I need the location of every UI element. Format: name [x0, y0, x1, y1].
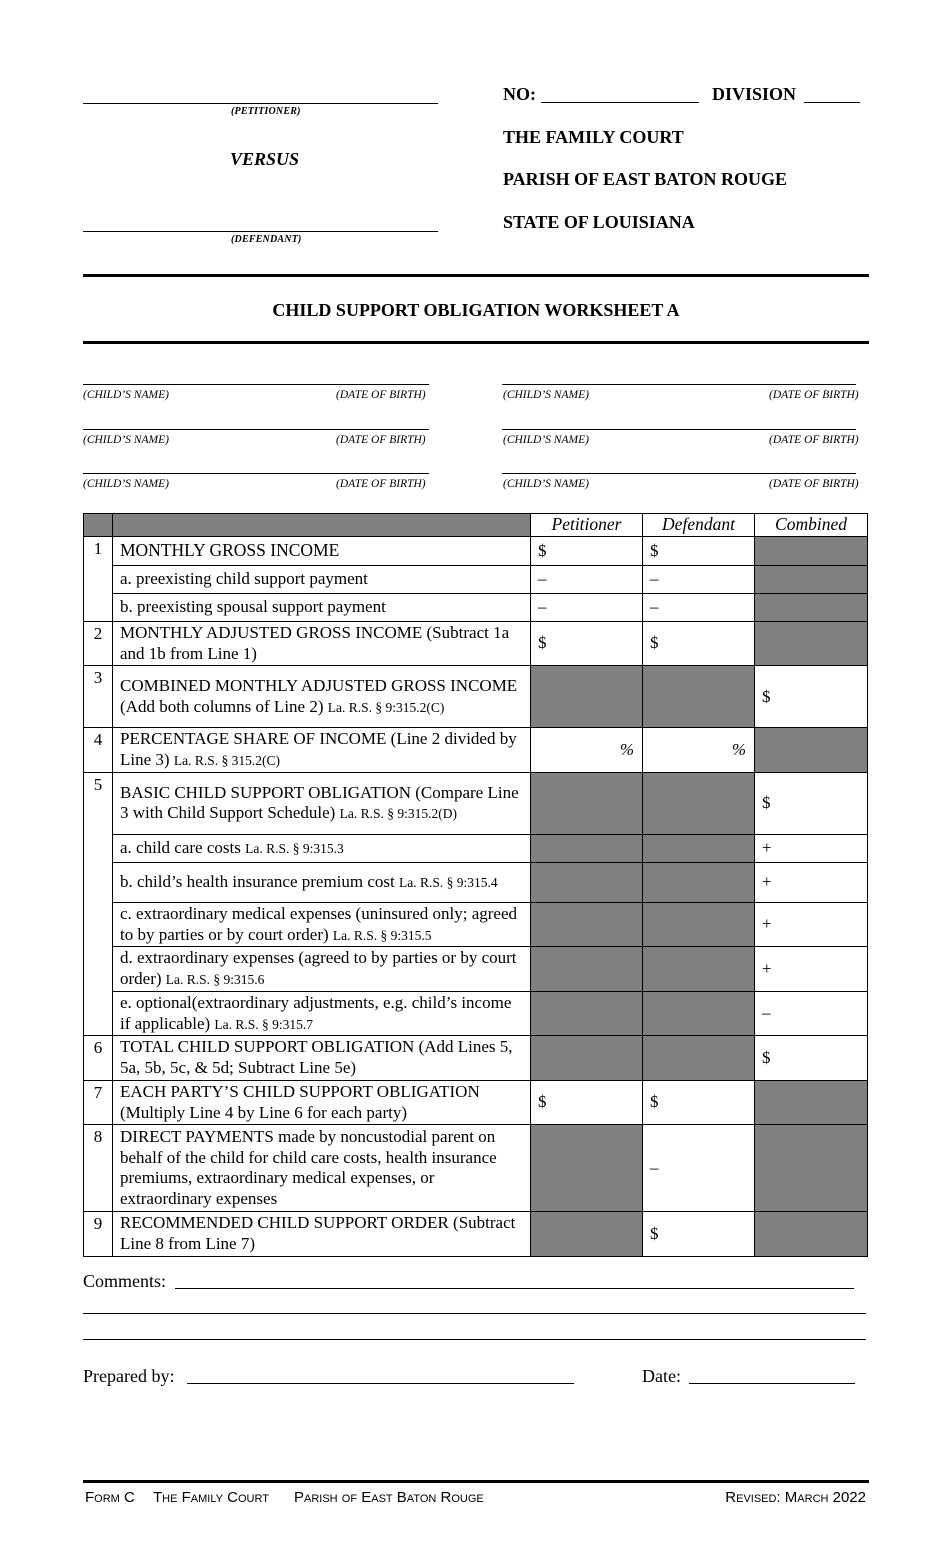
- table-row: [84, 537, 868, 566]
- footer-revised: Revised: March 2022: [725, 1489, 866, 1506]
- case-number-line[interactable]: [541, 102, 699, 103]
- row-label: MONTHLY ADJUSTED GROSS INCOME (Subtract 1a and 1b from Line 1): [113, 622, 531, 666]
- table-row: [84, 1125, 868, 1212]
- line-number: 6: [84, 1036, 113, 1080]
- line-number: 5: [84, 772, 113, 1035]
- court-parish: PARISH OF EAST BATON ROUGE: [503, 169, 788, 189]
- petitioner-line[interactable]: [83, 103, 438, 104]
- line-number: 8: [84, 1125, 113, 1212]
- row-label: [113, 991, 531, 1035]
- combined-cell[interactable]: $: [755, 666, 868, 728]
- row-label: [113, 947, 531, 991]
- defendant-cell[interactable]: $: [643, 622, 755, 666]
- comments-label: Comments:: [83, 1271, 167, 1291]
- defendant-cell[interactable]: %: [643, 728, 755, 772]
- combined-cell[interactable]: +: [755, 902, 868, 946]
- petitioner-cell[interactable]: $: [531, 1080, 643, 1124]
- combined-cell[interactable]: –: [755, 991, 868, 1035]
- row-label: [113, 772, 531, 834]
- footer-form: Form C: [85, 1489, 135, 1506]
- petitioner-cell: [531, 991, 643, 1035]
- col-petitioner: Petitioner: [531, 514, 643, 537]
- table-row: [84, 1080, 868, 1124]
- row-text: e. optional(extraordinary adjustments, e.g. child’s income if applicable): [120, 992, 512, 1033]
- table-row: [84, 862, 868, 902]
- statute-ref: La. R.S. § 9:315.2(C): [327, 699, 445, 715]
- child-name-label: (CHILD’S NAME): [503, 389, 589, 401]
- defendant-cell: [643, 834, 755, 862]
- table-row: [84, 1212, 868, 1256]
- petitioner-cell[interactable]: $: [531, 537, 643, 566]
- defendant-cell: [643, 666, 755, 728]
- table-row: [84, 902, 868, 946]
- defendant-cell[interactable]: –: [643, 594, 755, 622]
- footer-court: The Family Court: [153, 1489, 269, 1506]
- table-row: [84, 1036, 868, 1080]
- row-text: d. extraordinary expenses (agreed to by parties or by court order): [120, 948, 517, 989]
- row-label: [113, 666, 531, 728]
- table-row: [84, 728, 868, 772]
- child-dob-label: (DATE OF BIRTH): [336, 434, 426, 446]
- petitioner-cell[interactable]: –: [531, 594, 643, 622]
- petitioner-cell: [531, 772, 643, 834]
- row-text: PERCENTAGE SHARE OF INCOME (Line 2 divided by Line 3): [120, 729, 517, 770]
- date-label: Date:: [642, 1366, 681, 1386]
- child-name-label: (CHILD’S NAME): [83, 434, 169, 446]
- defendant-cell: [643, 902, 755, 946]
- prepared-by-label: Prepared by:: [83, 1366, 175, 1386]
- combined-cell: [755, 566, 868, 594]
- line-number: 4: [84, 728, 113, 772]
- row-text: b. child’s health insurance premium cost: [120, 872, 395, 892]
- petitioner-cell[interactable]: $: [531, 622, 643, 666]
- row-label: MONTHLY GROSS INCOME: [113, 537, 531, 566]
- no-label: NO:: [503, 84, 536, 104]
- child-name-label: (CHILD’S NAME): [503, 434, 589, 446]
- petitioner-cell: [531, 1036, 643, 1080]
- child-name-line[interactable]: [502, 384, 856, 385]
- row-label: b. preexisting spousal support payment: [113, 594, 531, 622]
- child-dob-label: (DATE OF BIRTH): [769, 434, 859, 446]
- table-row: [84, 594, 868, 622]
- petitioner-cell[interactable]: –: [531, 566, 643, 594]
- child-name-line[interactable]: [502, 429, 856, 430]
- statute-ref: La. R.S. § 9:315.4: [399, 875, 498, 891]
- comments-line[interactable]: [83, 1313, 866, 1314]
- row-text: c. extraordinary medical expenses (uninsured only; agreed to by parties or by court order): [120, 903, 517, 944]
- combined-cell[interactable]: +: [755, 947, 868, 991]
- petitioner-cell: [531, 666, 643, 728]
- defendant-cell[interactable]: $: [643, 537, 755, 566]
- petitioner-caption: (PETITIONER): [231, 106, 301, 117]
- comments-line[interactable]: [175, 1288, 854, 1289]
- defendant-cell: [643, 772, 755, 834]
- table-row: [84, 666, 868, 728]
- prepared-by-line[interactable]: [187, 1383, 574, 1384]
- combined-cell[interactable]: +: [755, 862, 868, 902]
- row-text: COMBINED MONTHLY ADJUSTED GROSS INCOME (Add both columns of Line 2): [120, 676, 518, 716]
- defendant-cell[interactable]: –: [643, 566, 755, 594]
- petitioner-cell: [531, 862, 643, 902]
- statute-ref: La. R.S. § 9:315.5: [332, 927, 432, 943]
- combined-cell: [755, 537, 868, 566]
- table-row: [84, 947, 868, 991]
- table-row: [84, 991, 868, 1035]
- court-name: THE FAMILY COURT: [503, 127, 684, 147]
- row-text: BASIC CHILD SUPPORT OBLIGATION (Compare Line 3 with Child Support Schedule): [120, 782, 519, 823]
- combined-cell: [755, 728, 868, 772]
- table-row: [84, 834, 868, 862]
- worksheet-title: CHILD SUPPORT OBLIGATION WORKSHEET A: [272, 300, 680, 320]
- petitioner-cell: [531, 947, 643, 991]
- worksheet-table: [83, 513, 868, 1257]
- defendant-cell[interactable]: $: [643, 1080, 755, 1124]
- division-line[interactable]: [804, 102, 860, 103]
- combined-cell[interactable]: $: [755, 772, 868, 834]
- row-label: a. preexisting child support payment: [113, 566, 531, 594]
- petitioner-cell: [531, 834, 643, 862]
- header-blank-cell: [84, 514, 113, 537]
- combined-cell: [755, 1080, 868, 1124]
- line-number: 9: [84, 1212, 113, 1256]
- defendant-cell: [643, 1036, 755, 1080]
- combined-cell[interactable]: +: [755, 834, 868, 862]
- petitioner-cell: [531, 1125, 643, 1212]
- defendant-caption: (DEFENDANT): [231, 234, 302, 245]
- child-name-line[interactable]: [83, 429, 429, 430]
- footer-parish: Parish of East Baton Rouge: [294, 1489, 484, 1506]
- line-number: 7: [84, 1080, 113, 1124]
- division-label: DIVISION: [712, 84, 797, 104]
- row-label: [113, 862, 531, 902]
- line-number: 3: [84, 666, 113, 728]
- child-name-label: (CHILD’S NAME): [83, 478, 169, 490]
- statute-ref: La. R.S. § 9:315.2(D): [339, 806, 457, 822]
- defendant-cell: [643, 947, 755, 991]
- combined-cell: [755, 594, 868, 622]
- header-blank-cell: [113, 514, 531, 537]
- row-label: [113, 834, 531, 862]
- table-row: [84, 566, 868, 594]
- footer-rule: [83, 1480, 869, 1483]
- defendant-cell: [643, 991, 755, 1035]
- combined-cell[interactable]: $: [755, 1036, 868, 1080]
- combined-cell: [755, 1125, 868, 1212]
- petitioner-cell: [531, 1212, 643, 1256]
- table-header-row: [84, 514, 868, 537]
- child-dob-label: (DATE OF BIRTH): [336, 389, 426, 401]
- col-combined: Combined: [755, 514, 868, 537]
- court-state: STATE OF LOUISIANA: [503, 212, 695, 232]
- row-label: TOTAL CHILD SUPPORT OBLIGATION (Add Lines 5, 5a, 5b, 5c, & 5d; Subtract Line 5e): [113, 1036, 531, 1080]
- child-name-line[interactable]: [83, 384, 429, 385]
- defendant-line[interactable]: [83, 231, 438, 232]
- line-number: 1: [84, 537, 113, 622]
- child-dob-label: (DATE OF BIRTH): [769, 389, 859, 401]
- petitioner-cell[interactable]: %: [531, 728, 643, 772]
- child-dob-label: (DATE OF BIRTH): [336, 478, 426, 490]
- child-name-label: (CHILD’S NAME): [83, 389, 169, 401]
- statute-ref: La. R.S. § 9:315.6: [165, 972, 265, 988]
- statute-ref: La. R.S. § 9:315.7: [214, 1016, 314, 1032]
- date-line[interactable]: [689, 1383, 855, 1384]
- row-label: EACH PARTY’S CHILD SUPPORT OBLIGATION (Multiply Line 4 by Line 6 for each party): [113, 1080, 531, 1124]
- versus-label: VERSUS: [230, 149, 300, 169]
- title-bottom-rule: [83, 341, 869, 344]
- comments-line[interactable]: [83, 1339, 866, 1340]
- table-row: [84, 772, 868, 834]
- title-top-rule: [83, 274, 869, 277]
- statute-ref: La. R.S. § 315.2(C): [173, 753, 280, 769]
- col-defendant: Defendant: [643, 514, 755, 537]
- line-number: 2: [84, 622, 113, 666]
- table-row: [84, 622, 868, 666]
- row-text: a. child care costs: [120, 838, 241, 858]
- child-name-label: (CHILD’S NAME): [503, 478, 589, 490]
- child-dob-label: (DATE OF BIRTH): [769, 478, 859, 490]
- child-name-line[interactable]: [83, 473, 429, 474]
- defendant-cell[interactable]: –: [643, 1125, 755, 1212]
- row-label: [113, 902, 531, 946]
- child-name-line[interactable]: [502, 473, 856, 474]
- combined-cell: [755, 622, 868, 666]
- row-label: DIRECT PAYMENTS made by noncustodial parent on behalf of the child for child care costs, health insurance premiums, extraordinary medical expenses, or extraordinary expenses: [113, 1125, 531, 1212]
- defendant-cell[interactable]: $: [643, 1212, 755, 1256]
- row-label: RECOMMENDED CHILD SUPPORT ORDER (Subtract Line 8 from Line 7): [113, 1212, 531, 1256]
- row-label: [113, 728, 531, 772]
- statute-ref: La. R.S. § 9:315.3: [245, 841, 344, 857]
- petitioner-cell: [531, 902, 643, 946]
- combined-cell: [755, 1212, 868, 1256]
- defendant-cell: [643, 862, 755, 902]
